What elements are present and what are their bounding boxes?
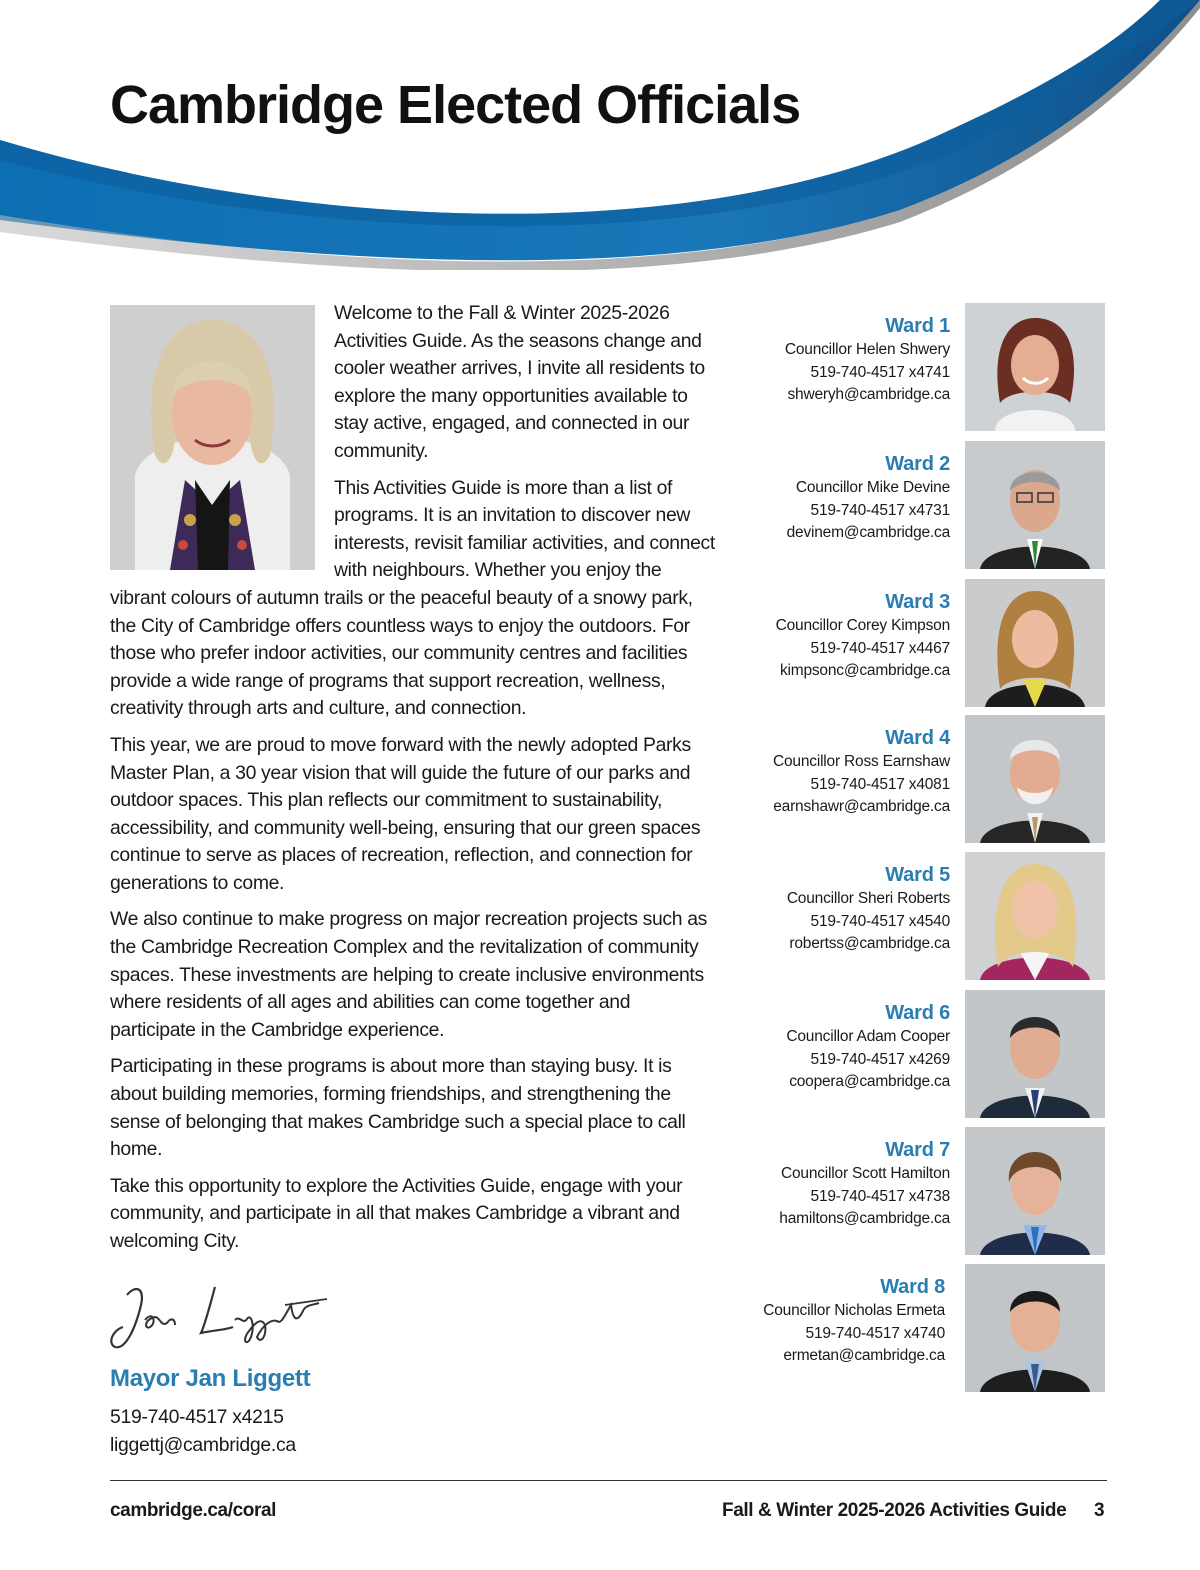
councillor-name: Councillor Ross Earnshaw [773, 753, 950, 770]
councillor-name: Councillor Mike Devine [795, 479, 950, 496]
footer-divider [110, 1480, 1107, 1481]
councillor-phone: 519-740-4517 x4269 [810, 1050, 950, 1068]
ward-title: Ward 6 [885, 1002, 950, 1024]
mayor-letter [110, 300, 718, 1265]
ward-card [700, 1264, 1100, 1392]
councillor-phone: 519-740-4517 x4540 [810, 912, 950, 930]
letter-paragraph: This year, we are proud to move forward with the newly adopted Parks Master Plan, a 30 year vision that will guide the future of our parks and outdoor spaces. This plan reflects our commitment to sustainability, accessibility, and community well-being, ensuring that our green spaces continue to serve as places of recreation, reflection, and connection for generations to come. [110, 733, 701, 894]
councillor-photo [965, 303, 1105, 431]
ward-title: Ward 4 [885, 727, 950, 749]
ward-card [705, 1127, 1105, 1255]
letter-paragraph: Participating in these programs is about more than staying busy. It is about building memories, forming friendships, and strengthening the sense of belonging that makes Cambridge such a special place to call home. [110, 1055, 686, 1161]
letter-paragraph: Welcome to the Fall & Winter 2025-2026 Activities Guide. As the seasons change and cooler weather arrives, I invite all residents to explore the many opportunities available to stay active, engaged, and connected in our community. [334, 302, 705, 462]
councillor-photo [965, 579, 1105, 707]
councillor-name: Councillor Adam Cooper [786, 1028, 950, 1045]
councillor-email: ermetan@cambridge.ca [783, 1347, 945, 1364]
councillor-email: shweryh@cambridge.ca [787, 386, 950, 403]
ward-title: Ward 3 [885, 591, 950, 613]
councillor-email: coopera@cambridge.ca [789, 1073, 950, 1090]
councillor-phone: 519-740-4517 x4467 [810, 639, 950, 657]
mayor-name: Mayor Jan Liggett [110, 1365, 311, 1392]
councillor-name: Councillor Scott Hamilton [780, 1165, 950, 1182]
ward-title: Ward 8 [880, 1276, 945, 1298]
ward-title: Ward 5 [885, 864, 950, 886]
letter-paragraph: Take this opportunity to explore the Activities Guide, engage with your community, and participate in all that makes Cambridge a vibrant and welcoming City. [110, 1174, 683, 1252]
mayor-signature [105, 1275, 335, 1365]
page-title: Cambridge Elected Officials [110, 75, 801, 135]
ward-title: Ward 7 [885, 1139, 950, 1161]
ward-card [705, 579, 1105, 707]
councillor-phone: 519-740-4517 x4081 [810, 775, 950, 793]
ward-card [705, 441, 1105, 569]
councillor-name: Councillor Nicholas Ermeta [763, 1302, 945, 1319]
ward-card [705, 303, 1105, 431]
letter-paragraph: We also continue to make progress on major recreation projects such as the Cambridge Recreation Complex and the revitalization of community spaces. These investments are helping to create inclusive environments where residents of all ages and abilities can come together and participate in the Cambridge experience. [110, 908, 708, 1041]
councillor-email: robertss@cambridge.ca [789, 935, 950, 952]
mayor-email: liggettj@cambridge.ca [110, 1434, 296, 1456]
councillor-photo [965, 1264, 1105, 1392]
mayor-phone: 519-740-4517 x4215 [110, 1406, 284, 1428]
councillor-photo [965, 441, 1105, 569]
ward-title: Ward 1 [885, 315, 950, 337]
ward-card [705, 990, 1105, 1118]
ward-card [705, 852, 1105, 980]
footer-page-number: 3 [1094, 1500, 1105, 1521]
councillor-email: devinem@cambridge.ca [786, 524, 950, 541]
councillor-name: Councillor Helen Shwery [784, 341, 950, 358]
councillor-phone: 519-740-4517 x4731 [810, 501, 950, 519]
councillor-phone: 519-740-4517 x4740 [805, 1324, 945, 1342]
councillor-name: Councillor Corey Kimpson [775, 617, 950, 634]
footer-guide-title: Fall & Winter 2025-2026 Activities Guide [722, 1500, 1067, 1521]
councillor-name: Councillor Sheri Roberts [786, 890, 950, 907]
letter-paragraph: This Activities Guide is more than a list of programs. It is an invitation to discover new interests, revisit familiar activities, and connect with neighbours. Whether you enjoy the vibrant colours of autumn trails or the peaceful beauty of a snowy park, the City of Cambridge offers countless ways to enjoy the outdoors. For those who prefer indoor activities, our community centres and facilities provide a wide range of programs that support recreation, wellness, creativity through arts and culture, and connection. [110, 476, 715, 720]
ward-title: Ward 2 [885, 453, 950, 475]
councillor-email: hamiltons@cambridge.ca [779, 1210, 950, 1227]
ward-card [705, 715, 1105, 843]
councillor-photo [965, 852, 1105, 980]
councillor-phone: 519-740-4517 x4738 [810, 1187, 950, 1205]
councillor-email: earnshawr@cambridge.ca [773, 798, 950, 815]
photo-wrap-spacer [110, 300, 334, 570]
councillor-photo [965, 1127, 1105, 1255]
councillor-phone: 519-740-4517 x4741 [810, 363, 950, 381]
footer-website: cambridge.ca/coral [110, 1500, 276, 1521]
councillor-email: kimpsonc@cambridge.ca [779, 662, 950, 679]
councillor-photo [965, 715, 1105, 843]
councillor-photo [965, 990, 1105, 1118]
